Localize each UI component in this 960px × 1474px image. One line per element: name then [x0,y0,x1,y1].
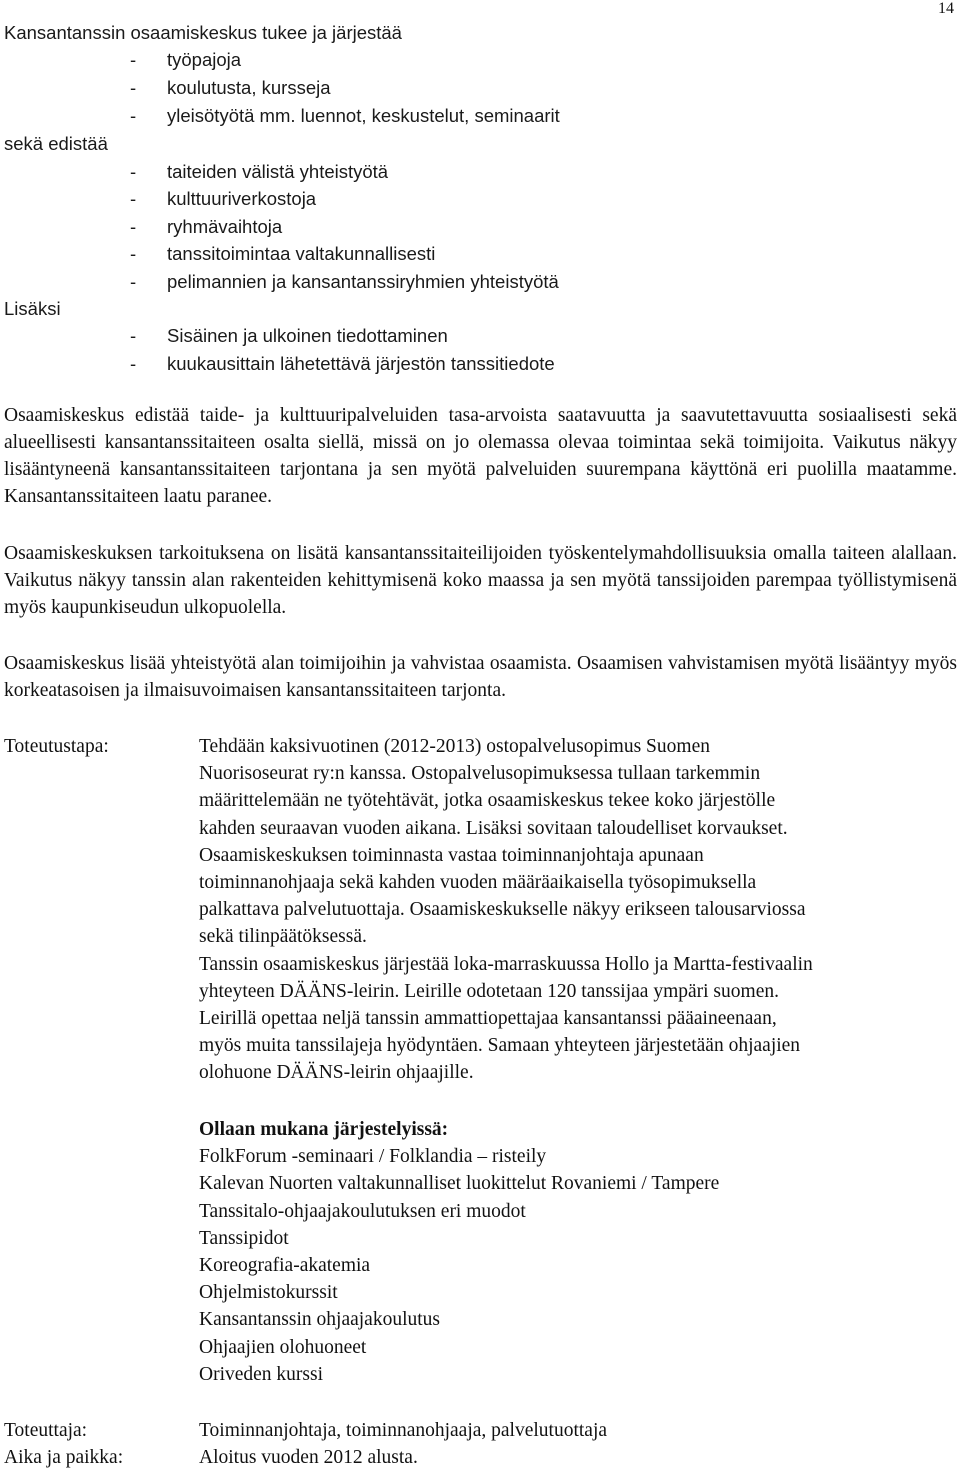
event-item: Kansantanssin ohjaajakoulutus [199,1309,440,1331]
paragraph-employment: Osaamiskeskuksen tarkoituksena on lisätä kansantanssitaiteilijoiden työskentelymahdollisuuksia omalla taiteen alallaan. Vaikutus näkyy tanssin alan rakenteiden kehittymisenä koko maassa ja sen myötä tanssijoiden parempaa työllistymisenä myös kaupunkiseudun ulkopuolella. [4,543,957,618]
text-line: Tehdään kaksivuotinen (2012-2013) ostopalvelusopimus Suomen [199,736,710,757]
intro-heading-2: sekä edistää [4,133,108,154]
page-number: 14 [938,0,954,17]
aika-label: Aika ja paikka: [4,1447,124,1468]
list-item: - kulttuuriverkostoja [130,188,317,209]
list-item: - ryhmävaihtoja [130,216,283,237]
intro-heading-3: Lisäksi [4,298,61,319]
list-item: - taiteiden välistä yhteistyötä [130,161,389,182]
text-line: Nuorisoseurat ry:n kanssa. Ostopalvelusopimuksessa tullaan tarkemmin [199,763,761,785]
toteuttaja-value: Toiminnanjohtaja, toiminnanohjaaja, palvelutuottaja [199,1420,608,1441]
text-line: kahden seuraavan vuoden aikana. Lisäksi sovitaan taloudelliset korvaukset. [199,817,788,839]
list-item: - Sisäinen ja ulkoinen tiedottaminen [130,325,448,346]
list-item: - pelimannien ja kansantanssiryhmien yhteistyötä [130,271,559,292]
aika-value: Aloitus vuoden 2012 alusta. [199,1447,418,1468]
event-item: Oriveden kurssi [199,1363,324,1385]
text-line: Leirillä opettaa neljä tanssin ammattiopettajaa kansantanssi pääaineenaan, [199,1008,777,1030]
list-item: - koulutusta, kursseja [130,77,331,98]
text-line: Tanssin osaamiskeskus järjestää loka-marraskuussa Hollo ja Martta-festivaalin [199,953,813,975]
intro-heading: Kansantanssin osaamiskeskus tukee ja järjestää [4,22,402,43]
event-item: Tanssitalo-ohjaajakoulutuksen eri muodot [199,1200,526,1222]
toteuttaja-label: Toteuttaja: [4,1420,88,1441]
events-heading: Ollaan mukana järjestelyissä: [199,1119,449,1140]
list-item: - yleisötyötä mm. luennot, keskustelut, seminaarit [130,105,560,126]
text-line: yhteyteen DÄÄNS-leirin. Leirille odotetaan 120 tanssijaa ympäri suomen. [199,980,779,1002]
list-item: - tanssitoimintaa valtakunnallisesti [130,243,436,264]
text-line: myös muita tanssilajeja hyödyntäen. Samaan yhteyteen järjestetään ohjaajien [199,1035,801,1057]
event-item: Ohjaajien olohuoneet [199,1336,367,1358]
toteutustapa-label: Toteutustapa: [4,736,109,757]
toteutustapa-text [199,733,959,1087]
paragraph-accessibility: Osaamiskeskus edistää taide- ja kulttuuripalveluiden tasa-arvoista saatavuutta ja saavutettavuutta sosiaalisesti sekä alueellisesti kansantanssitaiteen osalta siellä, missä on jo olemassa olevaa toimintaa sekä toimijoita. Vaikutus näkyy lisääntyneenä kansantanssitaiteen tarjontana ja sen myötä palveluiden suurempana käyttönä eri puolilla maatamme. Kansantanssitaiteen laatu paranee. [4,405,957,507]
text-line: olohuone DÄÄNS-leirin ohjaajille. [199,1062,474,1084]
list-item: - työpajoja [130,49,242,70]
text-line: Osaamiskeskuksen toiminnasta vastaa toiminnanjohtaja apunaan [199,844,704,866]
event-item: FolkForum -seminaari / Folklandia – risteily [199,1146,547,1168]
text-line: toiminnanohjaaja sekä kahden vuoden määräaikaisella työsopimuksella [199,872,757,894]
text-line: palkattava palvelutuottaja. Osaamiskeskukselle näkyy erikseen talousarviossa [199,899,806,921]
events-section [199,1116,959,1388]
paragraph-cooperation: Osaamiskeskus lisää yhteistyötä alan toimijoihin ja vahvistaa osaamista. Osaamisen vahvistamisen myötä lisääntyy myös korkeatasoisen ja ilmaisuvoimaisen kansantanssitaiteen tarjonta. [4,653,957,701]
text-line: määrittelemään ne työtehtävät, jotka osaamiskeskus tekee koko järjestölle [199,790,776,812]
event-item: Kalevan Nuorten valtakunnalliset luokittelut Rovaniemi / Tampere [199,1173,720,1195]
list-item: - kuukausittain lähetettävä järjestön tanssitiedote [130,353,555,374]
event-item: Koreografia-akatemia [199,1255,371,1277]
event-item: Ohjelmistokurssit [199,1282,338,1304]
event-item: Tanssipidot [199,1227,289,1249]
text-line: sekä tilinpäätöksessä. [199,926,367,948]
